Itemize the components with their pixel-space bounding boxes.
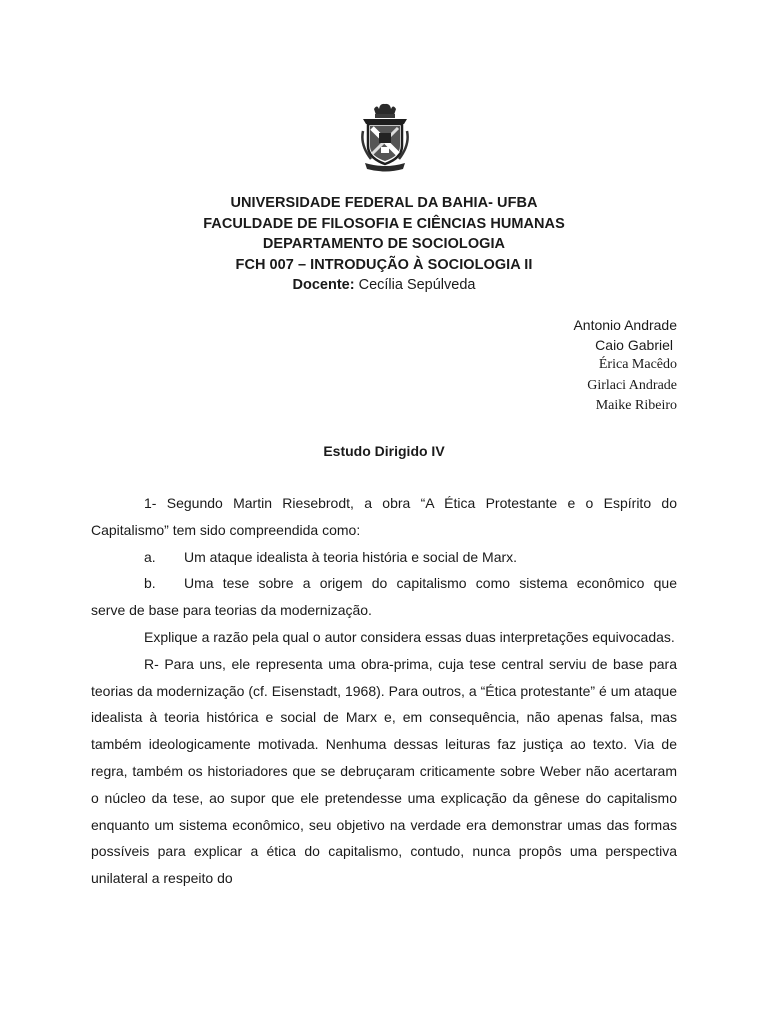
question-prompt: Explique a razão pela qual o autor considera essas duas interpretações equivocadas. (144, 628, 675, 645)
course-name: FCH 007 – INTRODUÇÃO À SOCIOLOGIA II (235, 256, 533, 273)
document-title: Estudo Dirigido IV (323, 443, 445, 459)
faculty-name: FACULDADE DE FILOSOFIA E CIÊNCIAS HUMANAS (203, 215, 565, 232)
author-name: Caio Gabriel (595, 337, 673, 353)
option-b-marker: b. (144, 575, 156, 592)
teacher-line (0, 275, 768, 296)
document-body (91, 490, 677, 892)
option-b (91, 570, 677, 597)
author-name: Érica Macêdo (598, 357, 677, 372)
author-name: Maike Ribeiro (595, 398, 677, 413)
question-intro: 1- Segundo Martin Riesebrodt, a obra “A Ética Protestante e o Espírito do Capitalismo” tem sido compreendida como: (91, 495, 677, 538)
institution-header (0, 193, 768, 296)
teacher-name: Cecília Sepúlveda (358, 277, 476, 293)
option-a-marker: a. (144, 548, 156, 565)
department-name: DEPARTAMENTO DE SOCIOLOGIA (262, 236, 506, 252)
author-list (573, 315, 677, 417)
option-b-continuation: serve de base para teorias da modernização. (91, 602, 372, 619)
answer-paragraph: R- Para uns, ele representa uma obra-prima, cuja tese central serviu de base para teorias da modernização (cf. Eisenstadt, 1968). Para outros, a “Ética protestante” é um ataque idealista à teoria histórica e social de Marx e, em consequência, não apenas falsa, mas também ideologicamente motivada. Nenhuma dessas leituras faz justiça ao texto. Via de regra, também os historiadores que se debruçaram criticamente sobre Weber não acertaram o núcleo da tese, ao supor que ele pretendesse uma explicação da gênese do capitalismo enquanto um sistema econômico, seu objetivo na verdade era demonstrar umas das formas possíveis para explicar a ética do capitalismo, contudo, nunca propôs uma perspectiva unilateral a respeito do (91, 655, 677, 887)
author-name: Girlaci Andrade (587, 377, 677, 393)
university-crest-icon (359, 103, 411, 173)
option-a-text: Um ataque idealista à teoria história e social de Marx. (184, 548, 518, 565)
teacher-label: Docente: (292, 277, 355, 293)
option-a (91, 544, 677, 571)
option-b-text: Uma tese sobre a origem do capitalismo como sistema econômico que (184, 575, 677, 592)
university-name: UNIVERSIDADE FEDERAL DA BAHIA- UFBA (230, 195, 538, 211)
author-name: Antonio Andrade (573, 317, 677, 333)
